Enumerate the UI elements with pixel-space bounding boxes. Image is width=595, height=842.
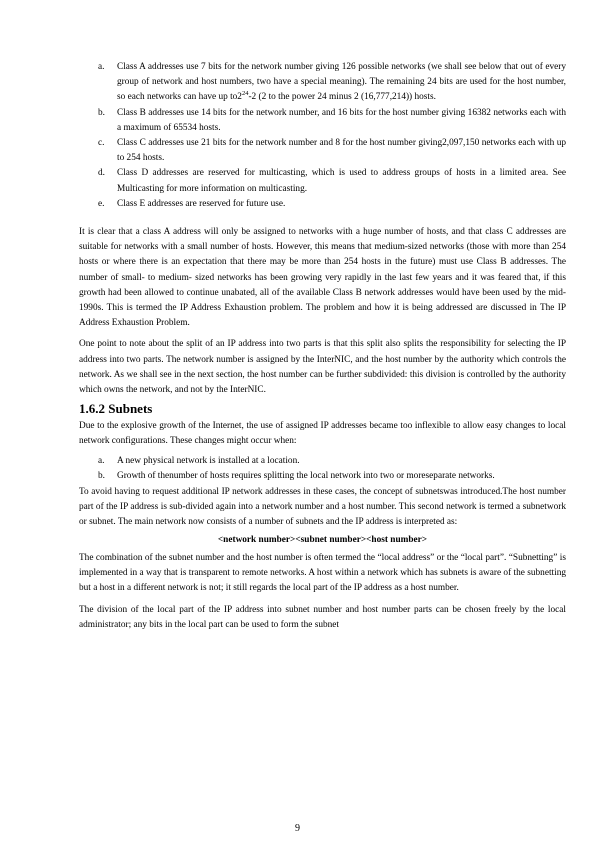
list-marker: e. bbox=[98, 198, 105, 209]
network-changes-list bbox=[79, 454, 566, 484]
list-item bbox=[79, 106, 566, 136]
list-item bbox=[79, 469, 566, 484]
list-item-text: Class C addresses use 21 bits for the network number and 8 for the host number giving2,097,150 networks each with up to 254 hosts. bbox=[117, 138, 566, 164]
list-marker: a. bbox=[98, 455, 105, 466]
section-heading: 1.6.2 Subnets bbox=[79, 401, 153, 417]
list-item bbox=[79, 60, 566, 106]
list-marker: b. bbox=[98, 107, 105, 118]
list-item bbox=[79, 136, 566, 166]
list-marker: d. bbox=[98, 168, 105, 179]
list-item-text: -2 (2 to the power 24 minus 2 (16,777,214)) hosts. bbox=[248, 92, 436, 103]
list-item-text: Class A addresses use 7 bits for the network number giving 126 possible networks (we shall see below that out of every group of network and host numbers, two have a special meaning). The remaining 24 bits are used for the host number, so each networks can have up to2 bbox=[117, 62, 566, 103]
page-number: 9 bbox=[295, 823, 300, 834]
list-marker: a. bbox=[98, 62, 105, 72]
address-format-line: <network number><subnet number><host number> bbox=[217, 534, 428, 545]
local-part-division-paragraph: The division of the local part of the IP address into subnet number and host number parts can be chosen freely by the local administrator; any bits in the local part can be used to form the subnet bbox=[79, 604, 566, 630]
list-marker: c. bbox=[98, 138, 105, 149]
list-item-text: A new physical network is installed at a location. bbox=[117, 455, 300, 466]
superscript: 24 bbox=[241, 90, 249, 98]
ip-split-paragraph: One point to note about the split of an IP address into two parts is that this split also splits the responsibility for selecting the IP address into two parts. The network number is assigned by the InterNIC, and the host number by the authority which controls the network. As we shall see in the next section, the host number can be further subdivided: this division is controlled by the authority which owns the network, and not by the InterNIC. bbox=[79, 339, 566, 396]
growth-paragraph: Due to the explosive growth of the Internet, the use of assigned IP addresses became too inflexible to allow easy changes to local network configurations. These changes might occur when: bbox=[79, 421, 566, 447]
address-classes-list bbox=[79, 60, 566, 212]
list-item bbox=[79, 454, 566, 469]
list-item-text: Class E addresses are reserved for future use. bbox=[117, 198, 286, 209]
list-item-text: Class B addresses use 14 bits for the network number, and 16 bits for the host number giving 16382 networks each with a maximum of 65534 hosts. bbox=[117, 107, 566, 133]
local-address-paragraph: The combination of the subnet number and the host number is often termed the “local address” or the “local part”. “Subnetting” is implemented in a way that is transparent to remote networks. A host within a network which has subnets is aware of the subnetting but a host in a different network is not; it still regards the local part of the IP address as a host number. bbox=[79, 552, 566, 594]
list-item-text: Growth of thenumber of hosts requires splitting the local network into two or moreseparate networks. bbox=[117, 470, 495, 481]
list-item bbox=[79, 166, 566, 196]
class-a-assignment-paragraph: It is clear that a class A address will only be assigned to networks with a huge number of hosts, and that class C addresses are suitable for networks with a small number of hosts. However, this means that medium-sized networks (those with more than 254 hosts or where there is an expectation that there may be more than 254 hosts in the future) must use Class B addresses. The number of small- to medium- sized networks has been growing very rapidly in the last few years and it was feared that, if this growth had been allowed to continue unabated, all of the available Class B network addresses would have been used by the mid-1990s. This is termed the IP Address Exhaustion problem. The problem and how it is being addressed are discussed in The IP Address Exhaustion Problem. bbox=[79, 227, 566, 329]
list-item bbox=[79, 197, 566, 212]
list-marker: b. bbox=[98, 470, 105, 481]
subnet-concept-paragraph: To avoid having to request additional IP network addresses in these cases, the concept of subnetswas introduced.The host number part of the IP address is sub-divided again into a network number and a host number. This second network is termed a subnetwork or subnet. The main network now consists of a number of subnets and the IP address is interpreted as: bbox=[79, 487, 566, 528]
list-item-text: Class D addresses are reserved for multicasting, which is used to address groups of hosts in a limited area. See Multicasting for more information on multicasting. bbox=[117, 168, 566, 194]
document-page bbox=[79, 60, 566, 633]
